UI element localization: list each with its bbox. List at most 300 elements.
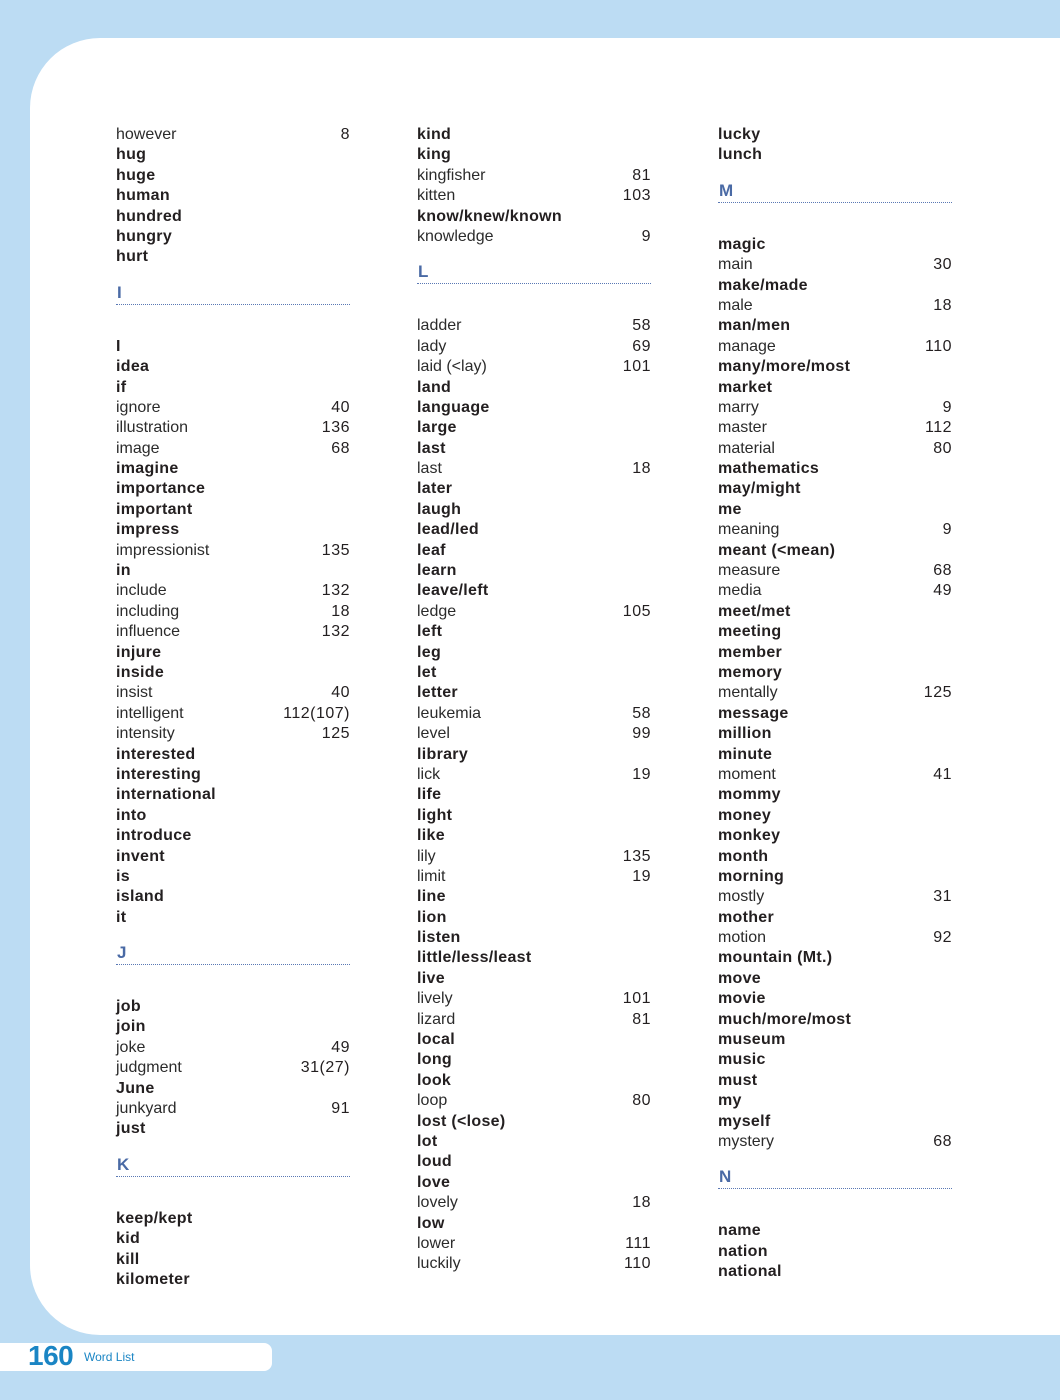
index-entry	[417, 1254, 651, 1274]
index-entry	[116, 357, 350, 377]
entry-page-ref: 58	[632, 317, 651, 335]
entry-word: love	[417, 1173, 451, 1191]
entry-word: kilometer	[116, 1270, 190, 1288]
index-entry	[417, 186, 651, 206]
index-entry	[718, 541, 952, 561]
index-entry	[417, 724, 651, 744]
index-entry	[116, 186, 350, 206]
index-entry	[417, 1132, 651, 1152]
entry-word: library	[417, 745, 469, 763]
index-entry	[417, 765, 651, 785]
entry-word: moment	[718, 765, 776, 783]
entry-word: image	[116, 439, 160, 457]
entry-page-ref: 135	[321, 541, 350, 559]
index-entry	[718, 1071, 952, 1091]
entry-page-ref: 40	[331, 398, 350, 416]
entry-word: later	[417, 480, 453, 498]
index-entry	[417, 908, 651, 928]
index-entry	[718, 1091, 952, 1111]
index-entry	[116, 1079, 350, 1099]
entry-page-ref: 8	[340, 126, 350, 143]
index-entry	[718, 765, 952, 785]
index-entry	[718, 1262, 952, 1282]
index-entry	[718, 316, 952, 336]
entry-word: large	[417, 419, 457, 437]
entry-word: lower	[417, 1234, 456, 1252]
index-entry	[718, 296, 952, 316]
entry-page-ref: 110	[924, 337, 952, 355]
index-entry	[718, 1050, 952, 1070]
entry-word: move	[718, 969, 761, 987]
entry-word: human	[116, 187, 170, 205]
index-entry	[718, 145, 952, 165]
entry-word: name	[718, 1222, 761, 1240]
index-entry	[417, 745, 651, 765]
index-entry	[417, 1050, 651, 1070]
entry-word: invent	[116, 847, 165, 865]
entry-word: kitten	[417, 187, 456, 205]
entry-word: myself	[718, 1112, 771, 1130]
entry-word: light	[417, 806, 453, 824]
entry-word: mathematics	[718, 460, 820, 478]
dotted-divider	[116, 1176, 350, 1177]
index-entry	[116, 704, 350, 724]
index-entry	[718, 255, 952, 275]
index-entry	[417, 622, 651, 642]
entry-word: judgment	[116, 1059, 182, 1077]
index-entry	[116, 398, 350, 418]
entry-word: manage	[718, 337, 776, 355]
entry-word: important	[116, 500, 193, 518]
entry-word: if	[116, 378, 127, 396]
entry-word: keep/kept	[116, 1209, 193, 1227]
entry-word: lead/led	[417, 521, 479, 539]
index-entry	[116, 166, 350, 186]
entry-word: knowledge	[417, 227, 494, 245]
index-entry	[116, 125, 350, 145]
index-entry	[718, 1242, 952, 1262]
entry-word: loud	[417, 1153, 452, 1171]
entry-word: illustration	[116, 419, 189, 437]
index-entry	[417, 166, 651, 186]
entry-word: mentally	[718, 684, 778, 702]
dotted-divider	[718, 202, 952, 203]
entry-word: hurt	[116, 248, 149, 266]
index-entry	[417, 1193, 651, 1213]
index-entry	[417, 357, 651, 377]
entry-word: kind	[417, 126, 452, 143]
section-letter: J	[117, 943, 127, 963]
index-entry	[718, 337, 952, 357]
entry-word: lizard	[417, 1010, 456, 1028]
index-entry	[116, 337, 350, 357]
entry-page-ref: 81	[632, 166, 651, 184]
index-entry	[116, 227, 350, 247]
entry-word: left	[417, 623, 443, 641]
footer-label: Word List	[84, 1350, 135, 1364]
entry-word: intensity	[116, 725, 175, 743]
entry-word: introduce	[116, 827, 192, 845]
index-entry	[417, 704, 651, 724]
index-entry	[417, 663, 651, 683]
index-entry	[417, 1152, 651, 1172]
entry-word: kill	[116, 1250, 140, 1268]
index-entry	[116, 1017, 350, 1037]
index-entry	[718, 989, 952, 1009]
entry-word: million	[718, 725, 772, 743]
index-entry	[417, 207, 651, 227]
entry-word: lost (<lose)	[417, 1112, 506, 1130]
entry-word: it	[116, 908, 127, 926]
entry-word: mother	[718, 908, 775, 926]
index-entry	[417, 500, 651, 520]
index-entry	[417, 459, 651, 479]
index-entry	[417, 145, 651, 165]
section-header	[417, 247, 651, 316]
index-entry	[718, 622, 952, 642]
index-entry	[718, 1112, 952, 1132]
entry-word: mountain (Mt.)	[718, 949, 833, 967]
section-header	[116, 1140, 350, 1209]
index-entry	[417, 581, 651, 601]
entry-page-ref: 58	[632, 704, 651, 722]
entry-page-ref: 132	[321, 623, 350, 641]
index-entry	[718, 1030, 952, 1050]
section-header	[718, 166, 952, 235]
entry-page-ref: 81	[632, 1010, 651, 1028]
section-letter: I	[117, 282, 122, 302]
entry-page-ref: 91	[331, 1100, 350, 1118]
index-column-1	[116, 125, 350, 1290]
entry-word: international	[116, 786, 216, 804]
entry-word: intelligent	[116, 704, 184, 722]
index-entry	[718, 867, 952, 887]
index-entry	[718, 398, 952, 418]
entry-word: lot	[417, 1132, 438, 1150]
index-entry	[417, 378, 651, 398]
entry-word: movie	[718, 990, 766, 1008]
index-entry	[116, 826, 350, 846]
entry-word: is	[116, 867, 130, 885]
entry-word: male	[718, 296, 753, 314]
entry-page-ref: 68	[933, 1132, 952, 1150]
entry-word: me	[718, 500, 742, 518]
section-letter: L	[418, 262, 429, 282]
entry-word: land	[417, 378, 452, 396]
entry-page-ref: 30	[933, 256, 952, 274]
index-entry	[718, 602, 952, 622]
entry-page-ref: 18	[933, 296, 952, 314]
entry-word: king	[417, 146, 452, 164]
entry-word: impressionist	[116, 541, 210, 559]
index-entry	[718, 643, 952, 663]
entry-word: marry	[718, 398, 759, 416]
index-entry	[718, 928, 952, 948]
index-entry	[116, 765, 350, 785]
entry-word: leave/left	[417, 582, 489, 600]
entry-word: minute	[718, 745, 773, 763]
index-entry	[116, 997, 350, 1017]
index-entry	[116, 500, 350, 520]
entry-word: loop	[417, 1092, 448, 1110]
entry-page-ref: 18	[632, 1194, 651, 1212]
index-entry	[116, 247, 350, 267]
index-entry	[116, 663, 350, 683]
index-entry	[718, 826, 952, 846]
index-entry	[116, 1209, 350, 1229]
section-header	[116, 268, 350, 337]
entry-page-ref: 49	[331, 1038, 350, 1056]
index-entry	[116, 683, 350, 703]
index-entry	[718, 581, 952, 601]
index-entry	[116, 1099, 350, 1119]
index-entry	[718, 561, 952, 581]
index-entry	[718, 1010, 952, 1030]
entry-word: lovely	[417, 1194, 458, 1212]
entry-word: long	[417, 1051, 452, 1069]
entry-page-ref: 19	[632, 765, 651, 783]
index-column-3	[718, 125, 952, 1283]
index-entry	[417, 1091, 651, 1111]
entry-page-ref: 112(107)	[283, 704, 350, 722]
entry-word: market	[718, 378, 773, 396]
index-entry	[417, 520, 651, 540]
entry-word: ignore	[116, 398, 161, 416]
index-entry	[116, 643, 350, 663]
entry-word: line	[417, 888, 446, 906]
index-entry	[116, 847, 350, 867]
entry-word: leaf	[417, 541, 446, 559]
index-entry	[718, 683, 952, 703]
index-entry	[417, 1112, 651, 1132]
entry-word: last	[417, 439, 446, 457]
entry-word: I	[116, 337, 121, 355]
entry-word: my	[718, 1092, 742, 1110]
entry-word: meant (<mean)	[718, 541, 836, 559]
entry-word: level	[417, 725, 450, 743]
section-letter: N	[719, 1167, 732, 1187]
entry-word: last	[417, 460, 442, 478]
entry-word: kingfisher	[417, 166, 486, 184]
entry-word: magic	[718, 235, 766, 253]
entry-word: music	[718, 1051, 766, 1069]
index-entry	[718, 418, 952, 438]
index-entry	[417, 125, 651, 145]
index-entry	[417, 337, 651, 357]
entry-word: June	[116, 1079, 155, 1097]
index-entry	[116, 145, 350, 165]
index-entry	[116, 887, 350, 907]
entry-word: mommy	[718, 786, 781, 804]
entry-word: mystery	[718, 1132, 774, 1150]
entry-word: junkyard	[116, 1100, 177, 1118]
index-entry	[718, 948, 952, 968]
index-entry	[417, 806, 651, 826]
entry-page-ref: 19	[632, 867, 651, 885]
entry-word: lion	[417, 908, 447, 926]
entry-page-ref: 18	[632, 460, 651, 478]
index-entry	[718, 969, 952, 989]
entry-word: ledge	[417, 602, 457, 620]
entry-word: national	[718, 1263, 782, 1281]
entry-word: main	[718, 256, 753, 274]
entry-word: interested	[116, 745, 196, 763]
index-entry	[718, 378, 952, 398]
entry-word: lunch	[718, 146, 763, 164]
index-entry	[417, 1030, 651, 1050]
index-column-2	[417, 125, 651, 1275]
index-entry	[417, 948, 651, 968]
index-entry	[718, 276, 952, 296]
entry-page-ref: 125	[321, 725, 350, 743]
index-entry	[116, 867, 350, 887]
entry-word: however	[116, 126, 177, 143]
index-entry	[718, 724, 952, 744]
index-entry	[417, 867, 651, 887]
index-entry	[417, 1071, 651, 1091]
index-entry	[116, 602, 350, 622]
index-entry	[417, 1010, 651, 1030]
index-entry	[417, 928, 651, 948]
entry-word: museum	[718, 1031, 786, 1049]
index-entry	[718, 479, 952, 499]
entry-word: must	[718, 1071, 758, 1089]
entry-word: into	[116, 806, 147, 824]
entry-word: island	[116, 888, 165, 906]
section-header	[116, 928, 350, 997]
entry-page-ref: 99	[632, 725, 651, 743]
index-entry	[116, 724, 350, 744]
entry-word: low	[417, 1214, 445, 1232]
section-letter: M	[719, 180, 734, 200]
index-entry	[417, 439, 651, 459]
index-entry	[718, 357, 952, 377]
entry-page-ref: 41	[933, 765, 952, 783]
entry-word: inside	[116, 663, 165, 681]
entry-word: letter	[417, 684, 458, 702]
entry-word: morning	[718, 867, 785, 885]
entry-word: month	[718, 847, 769, 865]
index-entry	[718, 125, 952, 145]
index-entry	[116, 806, 350, 826]
dotted-divider	[116, 304, 350, 305]
index-entry	[417, 227, 651, 247]
entry-word: meet/met	[718, 602, 791, 620]
entry-word: lick	[417, 765, 441, 783]
index-entry	[718, 500, 952, 520]
entry-page-ref: 9	[942, 521, 952, 539]
entry-word: like	[417, 827, 445, 845]
entry-page-ref: 103	[622, 187, 651, 205]
entry-page-ref: 9	[942, 398, 952, 416]
index-entry	[718, 847, 952, 867]
entry-word: media	[718, 582, 762, 600]
entry-page-ref: 40	[331, 684, 350, 702]
entry-word: listen	[417, 929, 461, 947]
entry-word: laugh	[417, 500, 462, 518]
entry-word: know/knew/known	[417, 207, 562, 225]
entry-page-ref: 31	[933, 888, 952, 906]
entry-page-ref: 80	[933, 439, 952, 457]
entry-word: interesting	[116, 765, 202, 783]
entry-word: lucky	[718, 126, 761, 143]
entry-word: job	[116, 998, 141, 1016]
entry-word: money	[718, 806, 772, 824]
index-entry	[718, 745, 952, 765]
index-entry	[116, 418, 350, 438]
entry-word: leg	[417, 643, 442, 661]
entry-word: learn	[417, 562, 457, 580]
entry-word: lady	[417, 337, 447, 355]
index-entry	[417, 561, 651, 581]
entry-word: measure	[718, 562, 781, 580]
entry-word: luckily	[417, 1255, 461, 1273]
entry-word: just	[116, 1120, 146, 1138]
index-entry	[417, 479, 651, 499]
index-entry	[417, 785, 651, 805]
entry-word: mostly	[718, 888, 765, 906]
entry-word: insist	[116, 684, 153, 702]
entry-word: many/more/most	[718, 358, 851, 376]
index-entry	[116, 439, 350, 459]
index-entry	[116, 1250, 350, 1270]
entry-word: in	[116, 562, 131, 580]
entry-word: master	[718, 419, 767, 437]
index-entry	[417, 643, 651, 663]
entry-word: laid (<lay)	[417, 358, 487, 376]
index-entry	[718, 1221, 952, 1241]
entry-word: language	[417, 398, 490, 416]
entry-page-ref: 136	[321, 419, 350, 437]
entry-page-ref: 31(27)	[300, 1059, 350, 1077]
entry-word: lily	[417, 847, 436, 865]
index-entry	[417, 887, 651, 907]
entry-word: message	[718, 704, 789, 722]
index-entry	[417, 602, 651, 622]
entry-page-ref: 110	[623, 1255, 651, 1273]
index-entry	[417, 847, 651, 867]
index-entry	[417, 1173, 651, 1193]
index-entry	[718, 806, 952, 826]
entry-word: importance	[116, 480, 206, 498]
entry-word: limit	[417, 867, 446, 885]
entry-word: hungry	[116, 227, 173, 245]
entry-page-ref: 101	[622, 990, 651, 1008]
index-entry	[116, 207, 350, 227]
entry-page-ref: 112	[924, 419, 952, 437]
index-entry	[417, 1234, 651, 1254]
index-entry	[116, 479, 350, 499]
index-entry	[116, 1119, 350, 1139]
index-entry	[417, 683, 651, 703]
entry-word: influence	[116, 623, 181, 641]
entry-page-ref: 105	[622, 602, 651, 620]
index-entry	[417, 398, 651, 418]
entry-page-ref: 125	[923, 684, 952, 702]
entry-page-ref: 9	[641, 227, 651, 245]
index-entry	[116, 745, 350, 765]
entry-page-ref: 18	[331, 602, 350, 620]
entry-word: life	[417, 786, 442, 804]
index-entry	[116, 1270, 350, 1290]
entry-word: including	[116, 602, 180, 620]
entry-word: ladder	[417, 317, 462, 335]
entry-word: member	[718, 643, 783, 661]
entry-word: idea	[116, 358, 150, 376]
entry-word: look	[417, 1071, 452, 1089]
index-entry	[116, 622, 350, 642]
page-number: 160	[28, 1340, 74, 1371]
